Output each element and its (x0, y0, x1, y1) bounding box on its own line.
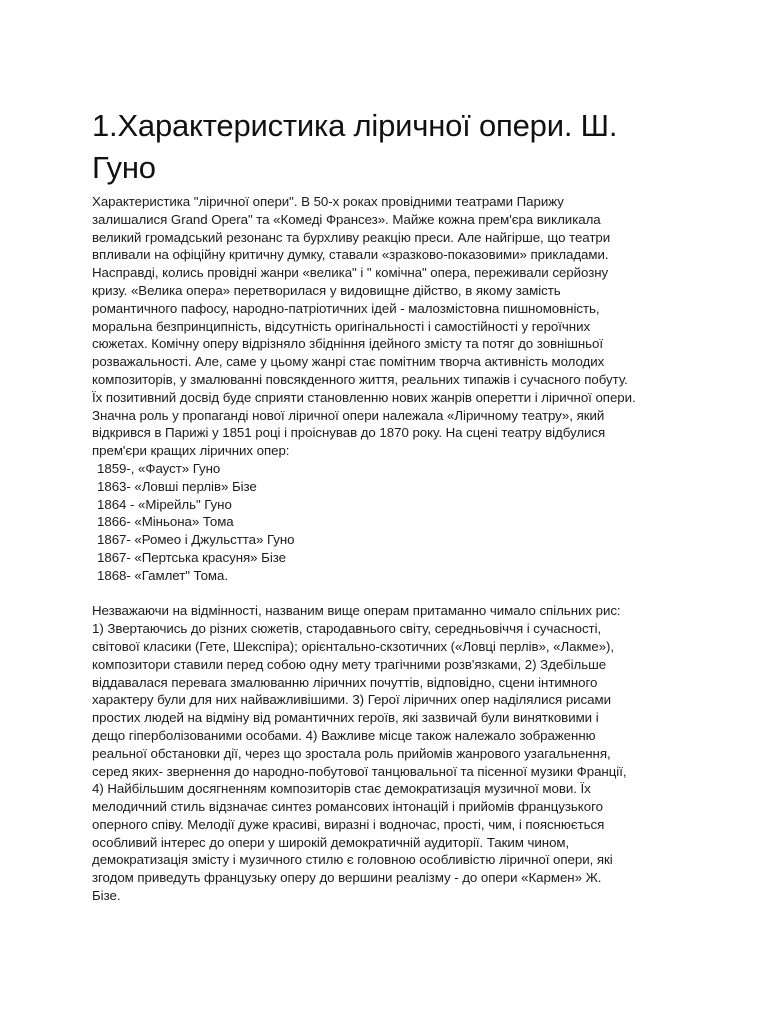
body-paragraph (92, 602, 678, 905)
text-line: прем'єри кращих ліричних опер: (92, 443, 290, 459)
premiere-item: 1867- «Ромео і Джульстта» Гуно (97, 532, 295, 548)
text-line: Значна роль у пропаганді нової ліричної опери належала «Ліричному театру», який (92, 407, 605, 423)
text-line: Їх позитивний досвід буде сприяти становленню нових жанрів оперетти і ліричної опери. (92, 389, 636, 405)
text-line: особливий інтерес до опери у широкій демократичній аудиторії. Таким чином, (92, 834, 570, 850)
text-line: кризу. «Велика опера» перетворилася у видовищне дійство, в якому замість (92, 282, 561, 298)
text-line: романтичного пафосу, народно-патріотичних ідей - малозмістовна пишномовність, (92, 300, 600, 316)
text-line: демократизація змісту і музичного стилю є головною особливістю ліричної опери, які (92, 852, 613, 868)
text-line: залишалися Grand Opera" та «Комеді Франсез». Майже кожна прем'єра викликала (92, 211, 601, 227)
premiere-item: 1867- «Пертська красуня» Бізе (97, 549, 286, 565)
premiere-item: 1866- «Міньона» Тома (97, 514, 234, 530)
text-line: композитори ставили перед собою одну мету трагічними розв'язками, 2) Здебільше (92, 656, 607, 672)
text-line: характеру були для них найважливішими. 3) Герої ліричних опер наділялися рисами (92, 692, 611, 708)
intro-paragraph (92, 193, 678, 460)
text-line: розважальності. Але, саме у цьому жанрі стає помітним творча активність молодих (92, 354, 605, 370)
text-line: згодом приведуть французьку оперу до вершини реалізму - до опери «Кармен» Ж. (92, 870, 602, 886)
document-page (92, 105, 678, 905)
text-line: сюжетах. Комічну оперу відрізняло збідніння ідейного змісту та потяг до зовнішньої (92, 336, 604, 352)
text-line: мелодичний стиль відзначає синтез романсових інтонацій і прийомів французького (92, 799, 603, 815)
text-line: впливали на офіційну критичну думку, ставали «зразково-показовими» прикладами. (92, 247, 609, 263)
text-line: реальної обстановки дії, через що зростала роль прийомів жанрового узагальнення, (92, 745, 611, 761)
title-line: 1.Характеристика ліричної опери. Ш. (92, 108, 618, 143)
text-line: простих людей на відміну від романтичних героїв, які зазвичай були винятковими і (92, 710, 599, 726)
text-line: Незважаючи на відмінності, названим вище операм притаманно чимало спільних рис: (92, 603, 621, 619)
premiere-item: 1864 - «Мірейль" Гуно (97, 496, 232, 512)
text-line: світової класики (Гете, Шекспіра); орієнтально-скзотичних («Ловці перлів», «Лакме»), (92, 638, 615, 654)
text-line: моральна безпринципність, відсутність оригінальності і самостійності у героїчних (92, 318, 591, 334)
text-line: оперного співу. Мелодії дуже красиві, виразні і водночас, прості, чим, і пояснюється (92, 816, 605, 832)
paragraph-gap (92, 585, 678, 603)
premiere-item: 1863- «Ловші перлів» Бізе (97, 478, 257, 494)
text-line: відкрився в Парижі у 1851 році і проіснував до 1870 року. На сцені театру відбулися (92, 425, 606, 441)
text-line: композиторів, у змалюванні повсякденного життя, реальних типажів і сучасного побуту. (92, 371, 628, 387)
text-line: дещо гіперболізованими особами. 4) Важливе місце також належало зображенню (92, 727, 596, 743)
text-line: Бізе. (92, 888, 121, 904)
title-line: Гуно (92, 150, 156, 185)
text-line: серед яких- звернення до народно-побутової танцювальної та пісенної музики Франції, (92, 763, 627, 779)
text-line: 4) Найбільшим досягненням композиторів стає демократизація музичної мови. Їх (92, 781, 591, 797)
premieres-list (92, 460, 678, 585)
text-line: віддавалася перевага змалюванню ліричних почуттів, відповідно, сцени інтимного (92, 674, 598, 690)
text-line: великий громадський резонанс та бурхливу реакцію преси. Але найгірше, що театри (92, 229, 611, 245)
page-title (92, 105, 678, 189)
text-line: Насправді, колись провідні жанри «велика" і " комічна" опера, переживали серйозну (92, 265, 609, 281)
text-line: 1) Звертаючись до різних сюжетів, стародавнього світу, середньовіччя і сучасності, (92, 621, 602, 637)
text-line: Характеристика "ліричної опери". В 50-х роках провідними театрами Парижу (92, 194, 564, 209)
premiere-item: 1868- «Гамлет" Тома. (97, 567, 229, 583)
premiere-item: 1859-, «Фауст» Гуно (97, 460, 221, 476)
